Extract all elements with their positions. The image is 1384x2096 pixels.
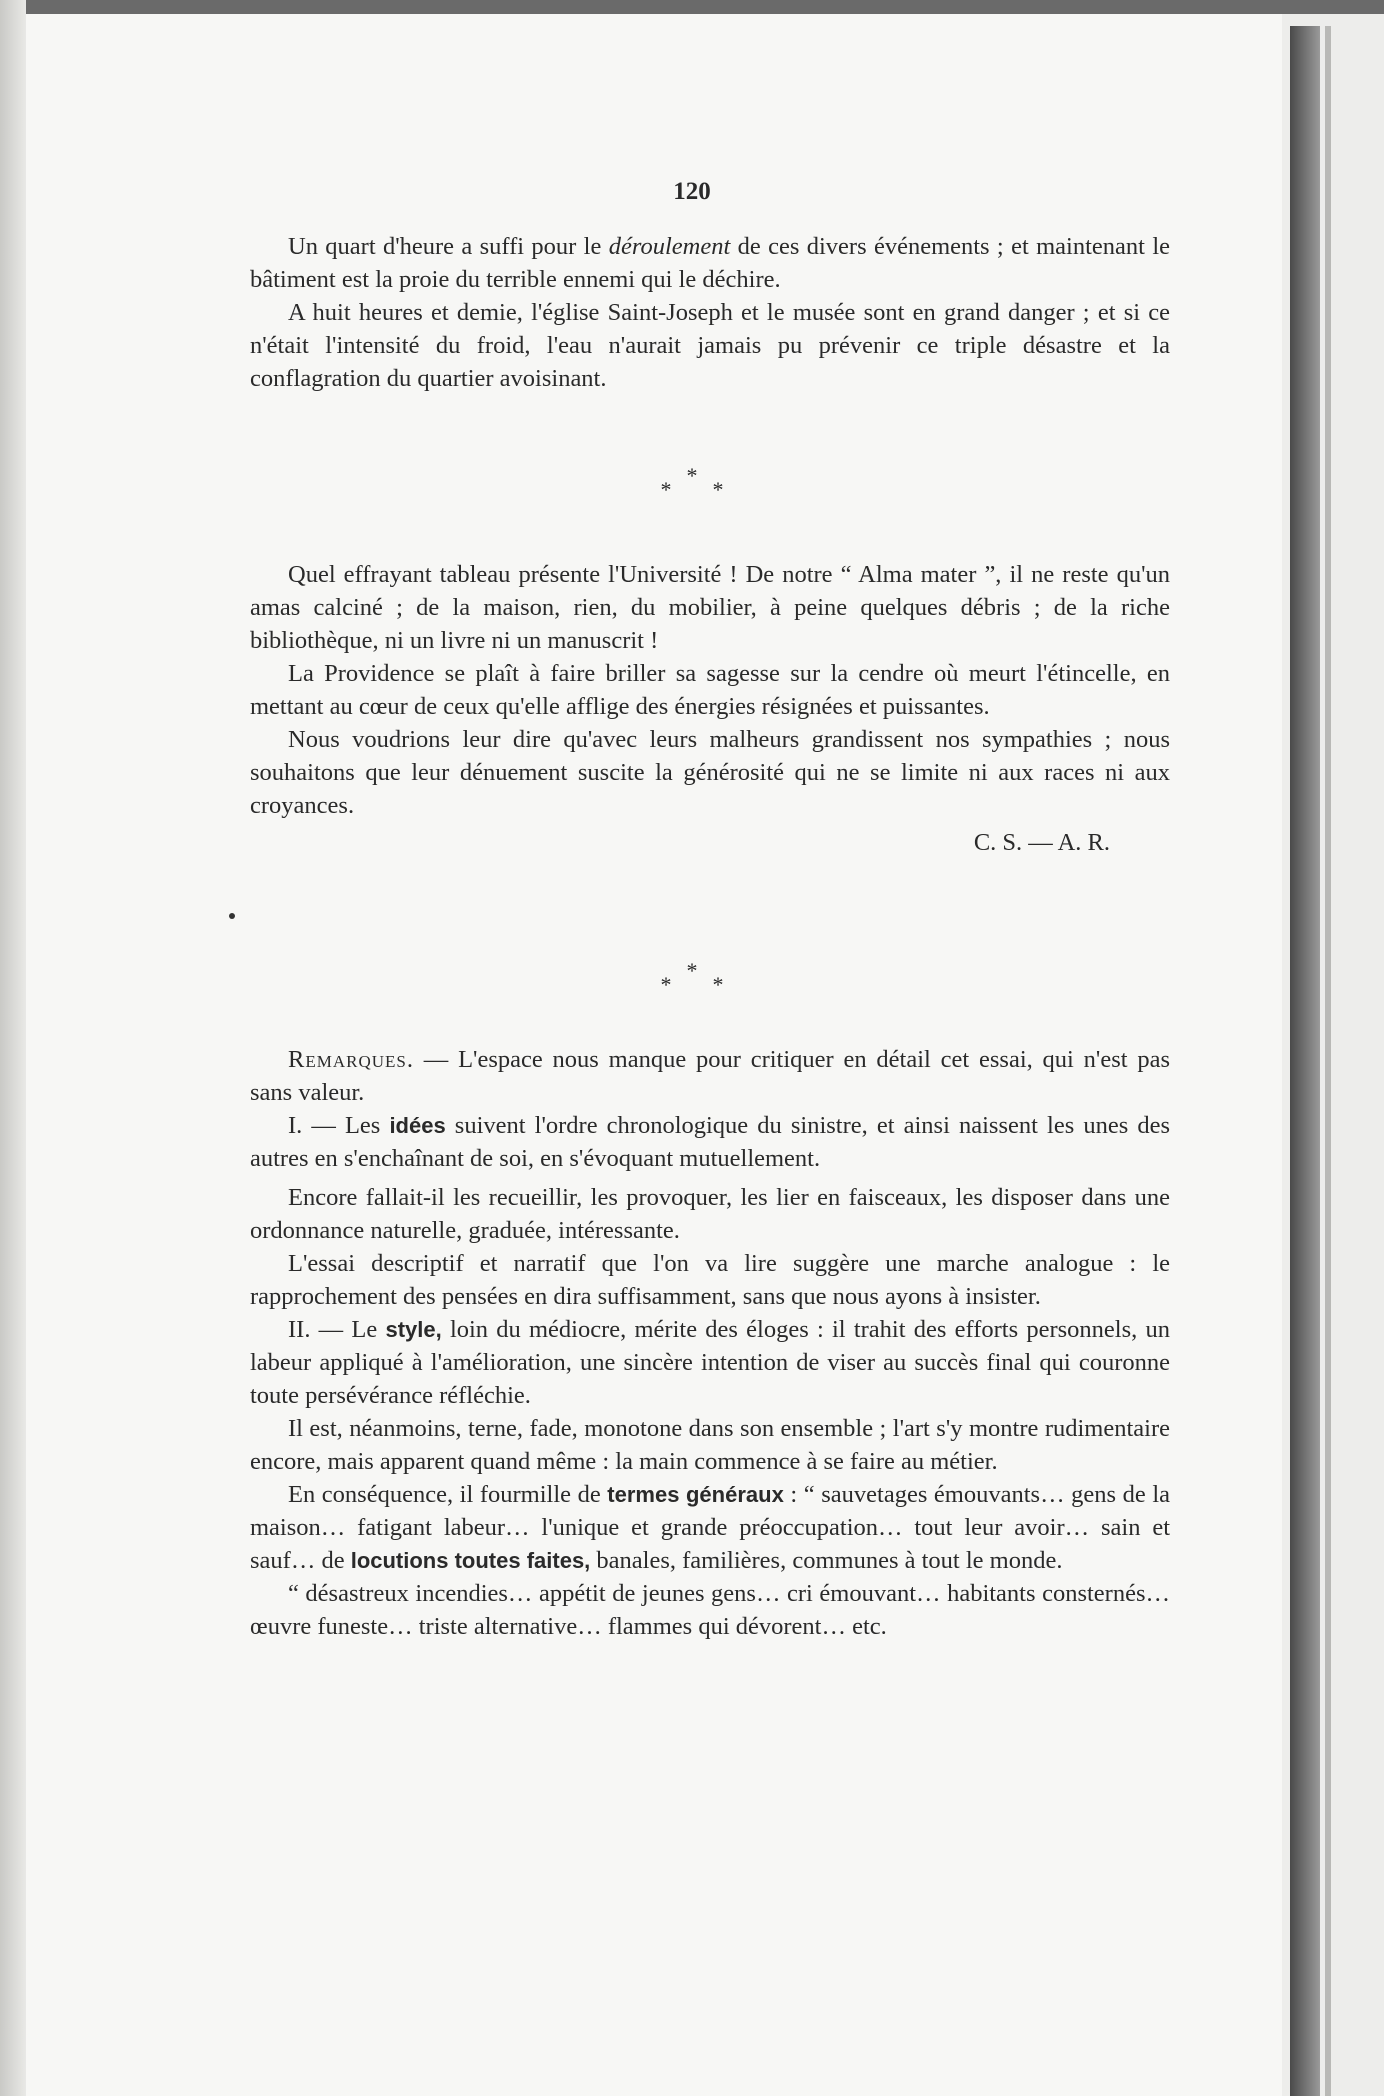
paragraph: “ désastreux incendies… appétit de jeunes gens… cri émouvant… habitants consternés… œuvre funeste… triste alternative… flammes qui dévorent… etc. [250, 1580, 1170, 1640]
paragraph: II. — Le style, loin du médiocre, mérite des éloges : il trahit des efforts personnels, un labeur appliqué à l'amélioration, une sincère intention de viser au succès final qui couronne toute persévérance réfléchie. [250, 1316, 1170, 1409]
paragraph: Encore fallait-il les recueillir, les provoquer, les lier en faisceaux, les disposer dans une ordonnance naturelle, graduée, intéressante. [250, 1184, 1170, 1244]
separator-star: * [686, 958, 698, 983]
paragraph: L'essai descriptif et narratif que l'on va lire suggère une marche analogue : le rapprochement des pensées en dira suffisamment, sans que nous ayons à insister. [250, 1250, 1170, 1310]
bold-term: idées [389, 1113, 446, 1138]
section-university [250, 558, 1170, 859]
paragraph: La Providence se plaît à faire briller sa sagesse sur la cendre où meurt l'étincelle, en mettant au cœur de ceux qu'elle afflige des énergies résignées et puissantes. [250, 660, 1170, 720]
scan-left-edge [0, 0, 26, 2096]
section-separator [0, 463, 1384, 502]
separator-star: * [712, 477, 724, 502]
bold-term: termes généraux [607, 1482, 784, 1507]
separator-star: * [712, 972, 724, 997]
paragraph: En conséquence, il fourmille de termes généraux : “ sauvetages émouvants… gens de la maison… fatigant labeur… l'unique et grande préoccupation… tout leur avoir… sain et sauf… de locutions toutes faites, banales, familières, communes à tout le monde. [250, 1481, 1171, 1574]
paragraph: I. — Les idées suivent l'ordre chronologique du sinistre, et ainsi naissent les unes des autres en s'enchaînant de soi, en s'évoquant mutuellement. [250, 1112, 1170, 1172]
paragraph: Un quart d'heure a suffi pour le déroulement de ces divers événements ; et maintenant le bâtiment est la proie du terrible ennemi qui le déchire. [250, 233, 1170, 293]
section-fire-narrative [250, 230, 1170, 395]
paragraph: A huit heures et demie, l'église Saint-Joseph et le musée sont en grand danger ; et si ce n'était l'intensité du froid, l'eau n'aurait jamais pu prévenir ce triple désastre et la conflagration du quartier avoisinant. [250, 299, 1170, 392]
remarks-label: Remarques. [288, 1046, 414, 1073]
scan-speck [229, 913, 235, 919]
paragraph: Il est, néanmoins, terne, fade, monotone dans son ensemble ; l'art s'y montre rudimentaire encore, mais apparent quand même : la main commence à se faire au métier. [250, 1415, 1170, 1475]
paragraph: Quel effrayant tableau présente l'Université ! De notre “ Alma mater ”, il ne reste qu'un amas calciné ; de la maison, rien, du mobilier, à peine quelques débris ; de la riche bibliothèque, ni un livre ni un manuscrit ! [250, 561, 1170, 654]
section-separator [0, 958, 1384, 997]
separator-star: * [686, 463, 698, 488]
signature: C. S. — A. R. [973, 829, 1110, 856]
bold-term: style, [385, 1317, 442, 1342]
paragraph: Remarques. — L'espace nous manque pour critiquer en détail cet essai, qui n'est pas sans valeur. [250, 1046, 1170, 1106]
book-spine-edge [1325, 26, 1331, 2096]
paragraph: Nous voudrions leur dire qu'avec leurs malheurs grandissent nos sympathies ; nous souhaitons que leur dénuement suscite la générosité qui ne se limite ni aux races ni aux croyances. [250, 726, 1170, 819]
bold-term: locutions toutes faites, [350, 1548, 591, 1573]
page-number: 120 [673, 178, 711, 205]
scan-top-edge [0, 0, 1384, 14]
separator-star: * [660, 477, 672, 502]
book-spine-shadow [1290, 26, 1320, 2096]
section-remarks [250, 1043, 1170, 1643]
italic-term: déroulement [608, 233, 731, 260]
separator-star: * [660, 972, 672, 997]
